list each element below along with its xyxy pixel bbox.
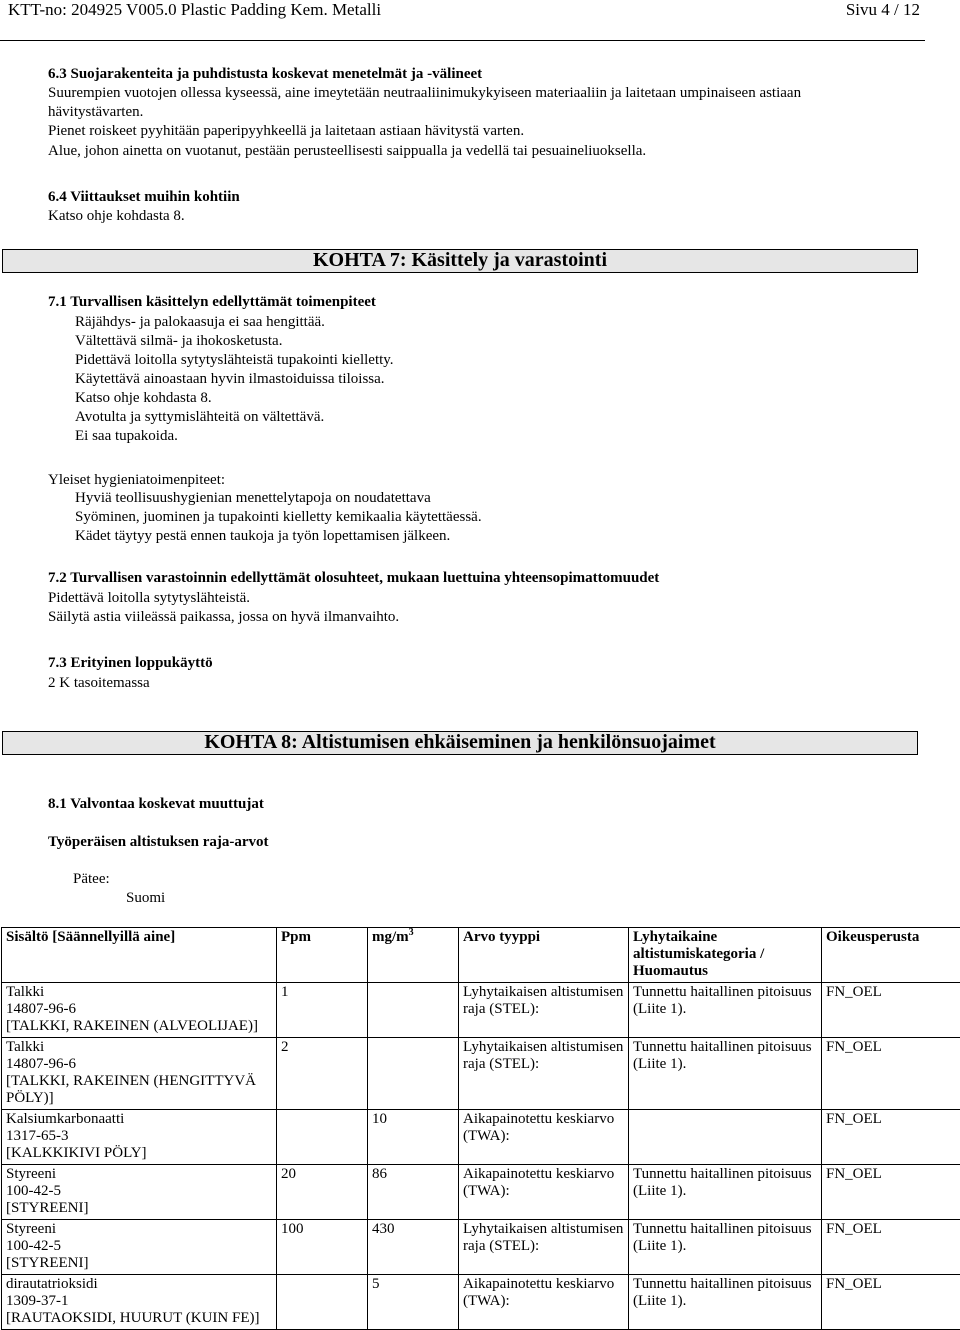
- value-type-cell: Aikapainotettu keskiarvo (TWA):: [459, 1275, 629, 1330]
- section-6-3-text-2: hävitystävarten.: [48, 103, 143, 121]
- value-type-cell: Lyhytaikaisen altistumisen raja (STEL):: [459, 1038, 629, 1110]
- ppm-cell: 1: [277, 983, 368, 1038]
- hygiene-label: Yleiset hygieniatoimenpiteet:: [48, 471, 225, 489]
- section-6-3-text-3: Pienet roiskeet pyyhitään paperipyyhkeellä ja laitetaan astiaan hävitystä varten.: [48, 122, 524, 140]
- note-cell: [629, 1110, 822, 1165]
- section-6-3-text-4: Alue, johon ainetta on vuotanut, pestään perusteellisesti saippualla ja vedellä tai pesuaineliuoksella.: [48, 142, 646, 160]
- section-7-3-text: 2 K tasoitemassa: [48, 674, 150, 692]
- section-8-1-title: 8.1 Valvontaa koskevat muuttujat: [48, 795, 264, 813]
- header-ppm: Ppm: [277, 928, 368, 983]
- header-substance: Sisältö [Säännellyillä aine]: [2, 928, 277, 983]
- section-8-banner: KOHTA 8: Altistumisen ehkäiseminen ja henkilönsuojaimet: [2, 731, 918, 755]
- table-row: [2, 1110, 960, 1165]
- substance-cell: Kalsiumkarbonaatti 1317-65-3 [KALKKIKIVI PÖLY]: [2, 1110, 277, 1165]
- handling-item: Ei saa tupakoida.: [75, 427, 178, 445]
- basis-cell: FN_OEL: [822, 1038, 960, 1110]
- value-type-cell: Aikapainotettu keskiarvo (TWA):: [459, 1165, 629, 1220]
- handling-item: Vältettävä silmä- ja ihokosketusta.: [75, 332, 282, 350]
- header-value-type: Arvo tyyppi: [459, 928, 629, 983]
- section-8-1-subtitle: Työperäisen altistuksen raja-arvot: [48, 833, 269, 851]
- table-row: [2, 1165, 960, 1220]
- substance-cell: Talkki 14807-96-6 [TALKKI, RAKEINEN (HENGITTYVÄ PÖLY)]: [2, 1038, 277, 1110]
- section-7-1-title: 7.1 Turvallisen käsittelyn edellyttämät toimenpiteet: [48, 293, 376, 311]
- section-7-2-text-2: Säilytä astia viileässä paikassa, jossa on hyvä ilmanvaihto.: [48, 608, 399, 626]
- applies-value: Suomi: [126, 889, 165, 907]
- note-cell: Tunnettu haitallinen pitoisuus (Liite 1).: [629, 1165, 822, 1220]
- ppm-cell: [277, 1275, 368, 1330]
- basis-cell: FN_OEL: [822, 983, 960, 1038]
- page-header: [8, 0, 920, 24]
- applies-label: Pätee:: [73, 870, 110, 888]
- handling-item: Käytettävä ainoastaan hyvin ilmastoiduissa tiloissa.: [75, 370, 385, 388]
- hygiene-item: Kädet täytyy pestä ennen taukoja ja työn lopettamisen jälkeen.: [75, 527, 450, 545]
- header-rule: [0, 40, 925, 41]
- substance-cell: Styreeni 100-42-5 [STYREENI]: [2, 1220, 277, 1275]
- exposure-limits-table: [1, 927, 960, 1330]
- ppm-cell: 20: [277, 1165, 368, 1220]
- value-type-cell: Aikapainotettu keskiarvo (TWA):: [459, 1110, 629, 1165]
- handling-item: Avotulta ja syttymislähteitä on vältettävä.: [75, 408, 324, 426]
- mgm3-cell: 86: [368, 1165, 459, 1220]
- section-6-3-title: 6.3 Suojarakenteita ja puhdistusta koskevat menetelmät ja -välineet: [48, 65, 482, 83]
- table-header-row: [2, 928, 960, 983]
- section-7-2-title: 7.2 Turvallisen varastoinnin edellyttämät olosuhteet, mukaan luettuina yhteensopimattomuudet: [48, 569, 659, 587]
- mgm3-cell: 430: [368, 1220, 459, 1275]
- section-6-3-text-1: Suurempien vuotojen ollessa kyseessä, aine imeytetään neutraaliinimukykyiseen materiaaliin ja laitetaan umpinaiseen astiaan: [48, 84, 801, 102]
- basis-cell: FN_OEL: [822, 1110, 960, 1165]
- note-cell: Tunnettu haitallinen pitoisuus (Liite 1).: [629, 983, 822, 1038]
- ppm-cell: [277, 1110, 368, 1165]
- substance-cell: dirautatrioksidi 1309-37-1 [RAUTAOKSIDI, HUURUT (KUIN FE)]: [2, 1275, 277, 1330]
- document-id: KTT-no: 204925 V005.0 Plastic Padding Kem. Metalli: [8, 0, 381, 20]
- header-short-term: Lyhytaikaine altistumiskategoria / Huomautus: [629, 928, 822, 983]
- section-7-2-text-1: Pidettävä loitolla sytytyslähteistä.: [48, 589, 250, 607]
- mgm3-cell: 10: [368, 1110, 459, 1165]
- mgm3-cell: 5: [368, 1275, 459, 1330]
- table-row: [2, 1220, 960, 1275]
- handling-item: Katso ohje kohdasta 8.: [75, 389, 212, 407]
- section-6-4-title: 6.4 Viittaukset muihin kohtiin: [48, 188, 240, 206]
- substance-cell: Styreeni 100-42-5 [STYREENI]: [2, 1165, 277, 1220]
- handling-item: Räjähdys- ja palokaasuja ei saa hengittää.: [75, 313, 325, 331]
- table-row: [2, 983, 960, 1038]
- table-row: [2, 1275, 960, 1330]
- hygiene-item: Hyviä teollisuushygienian menettelytapoja on noudatettava: [75, 489, 431, 507]
- section-6-4-text: Katso ohje kohdasta 8.: [48, 207, 185, 225]
- header-legal-basis: Oikeusperusta: [822, 928, 960, 983]
- ppm-cell: 2: [277, 1038, 368, 1110]
- value-type-cell: Lyhytaikaisen altistumisen raja (STEL):: [459, 1220, 629, 1275]
- table-row: [2, 1038, 960, 1110]
- header-mgm3: $mg/m^3$: [368, 928, 459, 983]
- handling-item: Pidettävä loitolla sytytyslähteistä tupakointi kielletty.: [75, 351, 394, 369]
- mgm3-cell: [368, 983, 459, 1038]
- basis-cell: FN_OEL: [822, 1275, 960, 1330]
- mgm3-cell: [368, 1038, 459, 1110]
- hygiene-item: Syöminen, juominen ja tupakointi kielletty kemikaalia käytettäessä.: [75, 508, 482, 526]
- section-7-banner: KOHTA 7: Käsittely ja varastointi: [2, 249, 918, 273]
- substance-cell: Talkki 14807-96-6 [TALKKI, RAKEINEN (ALVEOLIJAE)]: [2, 983, 277, 1038]
- ppm-cell: 100: [277, 1220, 368, 1275]
- value-type-cell: Lyhytaikaisen altistumisen raja (STEL):: [459, 983, 629, 1038]
- page-number: Sivu 4 / 12: [846, 0, 920, 20]
- section-7-3-title: 7.3 Erityinen loppukäyttö: [48, 654, 213, 672]
- note-cell: Tunnettu haitallinen pitoisuus (Liite 1).: [629, 1220, 822, 1275]
- note-cell: Tunnettu haitallinen pitoisuus (Liite 1).: [629, 1275, 822, 1330]
- note-cell: Tunnettu haitallinen pitoisuus (Liite 1).: [629, 1038, 822, 1110]
- basis-cell: FN_OEL: [822, 1220, 960, 1275]
- basis-cell: FN_OEL: [822, 1165, 960, 1220]
